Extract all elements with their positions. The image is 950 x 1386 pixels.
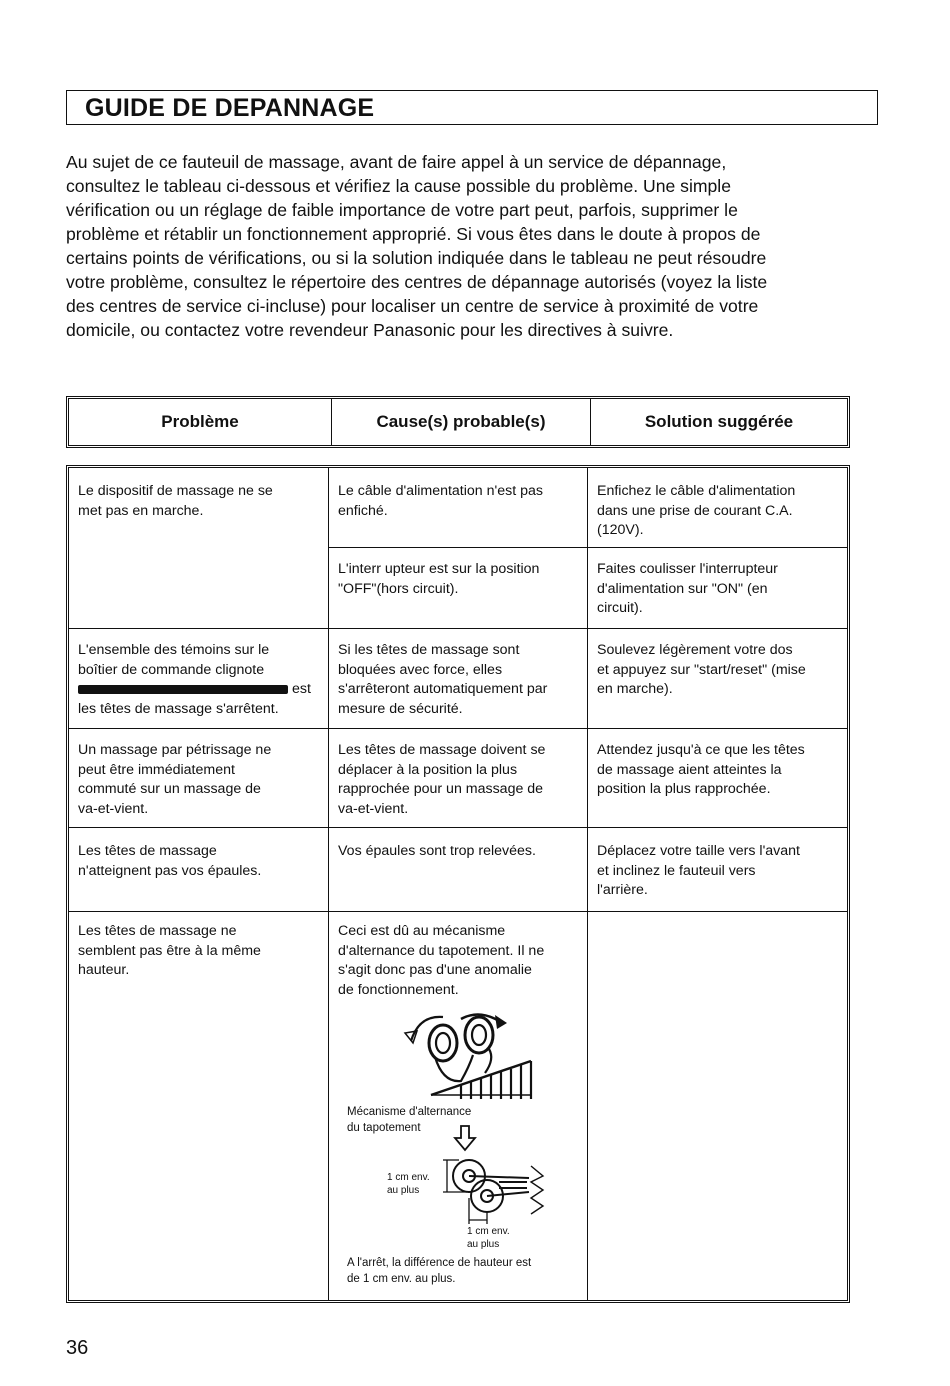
column-divider bbox=[587, 468, 588, 1300]
cell-line: de fonctionnement. bbox=[338, 981, 459, 998]
massage-head-illustration bbox=[391, 1003, 551, 1103]
intro-line: domicile, ou contactez votre revendeur Panasonic pour les directives à suivre. bbox=[66, 320, 674, 340]
cell-line: l'arrière. bbox=[597, 882, 648, 898]
redaction-bar bbox=[78, 685, 288, 694]
cell-line: Faites coulisser l'interrupteur bbox=[597, 561, 778, 577]
cause-cell bbox=[338, 842, 536, 862]
cell-line: Le câble d'alimentation n'est pas bbox=[338, 483, 543, 499]
problem-cell bbox=[78, 641, 311, 719]
row-divider bbox=[69, 911, 847, 912]
intro-paragraph bbox=[66, 150, 866, 342]
cause-cell bbox=[338, 741, 545, 819]
cell-line: Les têtes de massage bbox=[78, 843, 217, 859]
cause-cell bbox=[338, 641, 547, 719]
cell-line: Attendez jusqu'à ce que les têtes bbox=[597, 742, 805, 758]
dimension-label-left bbox=[387, 1171, 430, 1197]
row-divider bbox=[69, 728, 847, 729]
cell-line: Un massage par pétrissage ne bbox=[78, 742, 272, 758]
row-divider bbox=[328, 547, 847, 548]
cell-line: rapprochée pour un massage de bbox=[338, 781, 544, 797]
cell-line: déplacer à la position la plus bbox=[338, 761, 518, 778]
problem-cell bbox=[78, 482, 273, 521]
cell-line: de massage aient atteintes la bbox=[597, 761, 782, 778]
page-number: 36 bbox=[66, 1337, 89, 1359]
header-cause: Cause(s) probable(s) bbox=[331, 399, 590, 445]
cell-line: n'atteignent pas vos épaules. bbox=[78, 862, 262, 879]
cell-line: met pas en marche. bbox=[78, 502, 204, 519]
cell-line: Enfichez le câble d'alimentation bbox=[597, 483, 796, 499]
alternance-mechanism-illustration bbox=[439, 1152, 559, 1232]
caption-line: A l'arrêt, la différence de hauteur est bbox=[347, 1257, 532, 1269]
intro-line: vérification ou un réglage de faible importance de votre part peut, parfois, supprimer le bbox=[66, 200, 738, 220]
cell-line: Le dispositif de massage ne se bbox=[78, 483, 273, 499]
cell-line: peut être immédiatement bbox=[78, 761, 235, 778]
solution-cell bbox=[597, 842, 800, 901]
cell-line: va-et-vient. bbox=[338, 800, 409, 817]
dimension-label-bottom bbox=[467, 1225, 510, 1251]
diagram-label-line: Mécanisme d'alternance bbox=[347, 1106, 472, 1118]
cell-line: bloquées avec force, elles bbox=[338, 661, 503, 678]
cell-line: Soulevez légèrement votre dos bbox=[597, 642, 793, 658]
cell-line: hauteur. bbox=[78, 962, 130, 978]
caption-line: de 1 cm env. au plus. bbox=[347, 1273, 456, 1285]
solution-cell bbox=[597, 482, 795, 541]
solution-cell bbox=[597, 641, 806, 700]
diagram-caption bbox=[347, 1255, 531, 1287]
solution-cell bbox=[597, 741, 805, 800]
cell-line: d'alternance du tapotement. Il ne bbox=[338, 942, 545, 959]
dimension-line: 1 cm env. bbox=[467, 1226, 510, 1237]
cell-line: va-et-vient. bbox=[78, 800, 149, 817]
cell-line: L'ensemble des témoins sur le bbox=[78, 642, 270, 658]
cell-line: d'alimentation sur "ON" (en bbox=[597, 580, 768, 597]
problem-cell bbox=[78, 922, 261, 981]
column-divider bbox=[328, 468, 329, 1300]
cell-line: Déplacez votre taille vers l'avant bbox=[597, 843, 801, 859]
cell-line: Si les têtes de massage sont bbox=[338, 642, 520, 658]
cell-line: s'arrêteront automatiquement par bbox=[338, 681, 548, 697]
down-arrow-icon bbox=[453, 1124, 477, 1152]
intro-line: certains points de vérifications, ou si la solution indiquée dans le tableau ne peut résoudre bbox=[66, 248, 767, 268]
intro-line: des centres de service ci-incluse) pour localiser un centre de service à proximité de votre bbox=[66, 296, 759, 316]
intro-line: consultez le tableau ci-dessous et vérifiez la cause possible du problème. Une simple bbox=[66, 176, 732, 196]
intro-line: Au sujet de ce fauteuil de massage, avant de faire appel à un service de dépannage, bbox=[66, 152, 727, 172]
dimension-line: au plus bbox=[387, 1185, 420, 1196]
section-title-box bbox=[66, 90, 878, 125]
cause-cell bbox=[338, 560, 539, 599]
header-solution: Solution suggérée bbox=[590, 399, 847, 445]
header-problem: Problème bbox=[161, 412, 239, 431]
cell-line: position la plus rapprochée. bbox=[597, 781, 771, 797]
cell-line: et inclinez le fauteuil vers bbox=[597, 862, 756, 879]
problem-cell bbox=[78, 842, 261, 881]
cell-line: commuté sur un massage de bbox=[78, 781, 261, 797]
cell-line: semblent pas être à la même bbox=[78, 942, 261, 959]
cell-line: (120V). bbox=[597, 522, 644, 538]
dimension-line: 1 cm env. bbox=[387, 1172, 430, 1183]
intro-line: problème et rétablir un fonctionnement approprié. Si vous êtes dans le doute à propos de bbox=[66, 224, 761, 244]
cell-line: circuit). bbox=[597, 600, 643, 616]
problem-cell bbox=[78, 741, 271, 819]
cell-line: Les têtes de massage ne bbox=[78, 923, 237, 939]
cell-word: est bbox=[292, 681, 311, 697]
row-divider bbox=[69, 628, 847, 629]
solution-cell bbox=[597, 560, 778, 619]
intro-line: votre problème, consultez le répertoire des centres de dépannage autorisés (voyez la liste bbox=[66, 272, 768, 292]
row-divider bbox=[69, 827, 847, 828]
diagram-label-line: du tapotement bbox=[347, 1122, 421, 1134]
troubleshooting-table bbox=[66, 465, 850, 1303]
cell-line: Les têtes de massage doivent se bbox=[338, 742, 546, 758]
cell-line: L'interr upteur est sur la position bbox=[338, 561, 540, 577]
cause-cell bbox=[338, 922, 544, 1000]
cell-line: dans une prise de courant C.A. bbox=[597, 502, 793, 519]
cell-line: les têtes de massage s'arrêtent. bbox=[78, 700, 279, 717]
cell-line: "OFF"(hors circuit). bbox=[338, 580, 459, 597]
cell-line: Vos épaules sont trop relevées. bbox=[338, 843, 536, 859]
table-header bbox=[66, 396, 850, 448]
cell-line: boîtier de commande clignote bbox=[78, 661, 265, 678]
page-title: GUIDE DE DEPANNAGE bbox=[85, 94, 375, 122]
cell-line: s'agit donc pas d'une anomalie bbox=[338, 962, 532, 978]
cell-line: enfiché. bbox=[338, 502, 388, 519]
cause-cell bbox=[338, 482, 543, 521]
cell-line: et appuyez sur "start/reset" (mise bbox=[597, 661, 806, 678]
cell-line: Ceci est dû au mécanisme bbox=[338, 923, 506, 939]
cell-line bbox=[78, 680, 311, 700]
cell-line: mesure de sécurité. bbox=[338, 700, 463, 717]
dimension-line: au plus bbox=[467, 1239, 500, 1250]
cell-line: en marche). bbox=[597, 681, 673, 697]
